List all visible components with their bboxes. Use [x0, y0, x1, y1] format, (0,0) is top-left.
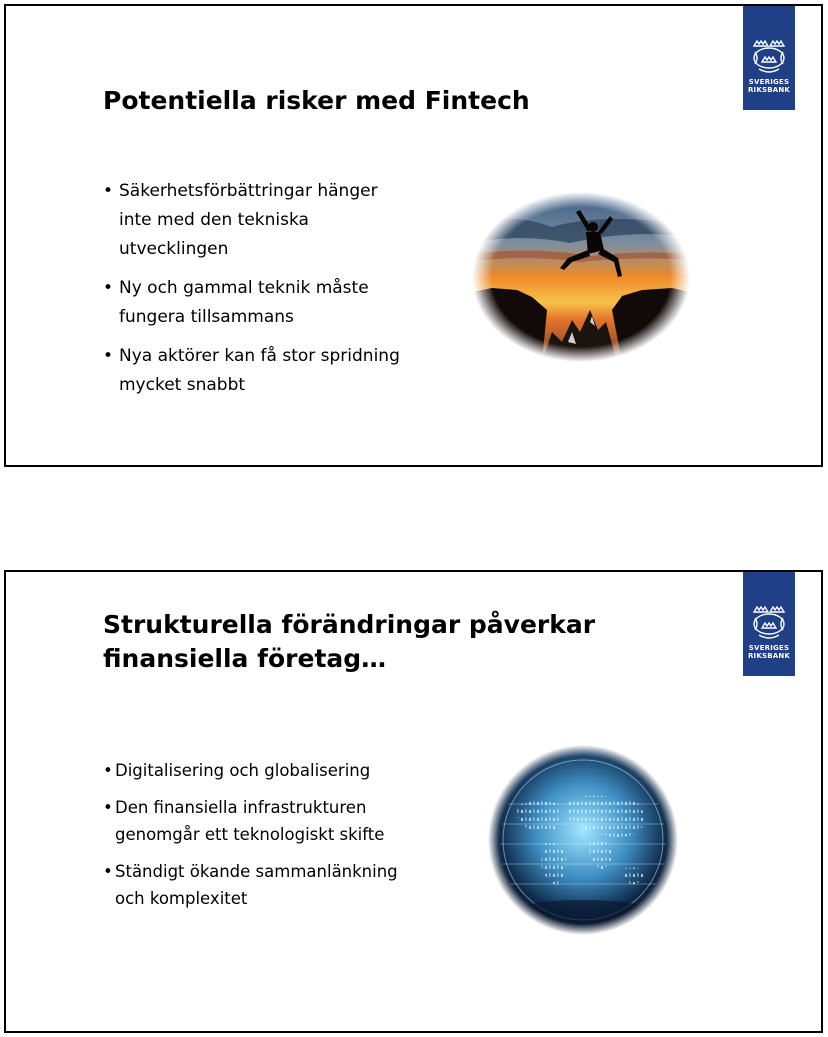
bullet-item: • Nya aktörer kan få stor spridning mycket snabbt: [103, 342, 413, 400]
logo-line-1: SVERIGES: [748, 644, 790, 652]
logo-line-2: RIKSBANK: [747, 86, 791, 94]
riksbank-crowns-icon: [749, 602, 789, 642]
slide-title: Potentiella risker med Fintech: [103, 86, 530, 115]
bullet-item: • Ny och gammal teknik måste fungera tillsammans: [103, 274, 413, 332]
logo-line-1: SVERIGES: [748, 78, 790, 86]
logo-text: [748, 644, 790, 660]
riksbank-crowns-icon: [749, 36, 789, 76]
digital-globe-photo: [488, 744, 678, 936]
slide-2: [4, 570, 823, 1033]
bullet-item: • Digitalisering och globalisering: [103, 757, 403, 784]
bullet-list: [103, 757, 403, 922]
slide-title: Strukturella förändringar påverkar finansiella företag…: [103, 610, 596, 673]
bullet-item: • Säkerhetsförbättringar hänger inte med den tekniska utvecklingen: [103, 177, 413, 264]
bullet-list: [103, 177, 413, 410]
riksbank-logo: [743, 572, 795, 676]
bullet-item: • Ständigt ökande sammanlänkning och komplexitet: [103, 858, 403, 912]
slide-1: [4, 4, 823, 467]
jumping-over-gap-sunset-photo: [472, 192, 690, 362]
bullet-item: • Den finansiella infrastrukturen genomgår ett teknologiskt skifte: [103, 794, 403, 848]
riksbank-logo: [743, 6, 795, 110]
logo-text: [748, 78, 790, 94]
logo-line-2: RIKSBANK: [747, 652, 791, 660]
